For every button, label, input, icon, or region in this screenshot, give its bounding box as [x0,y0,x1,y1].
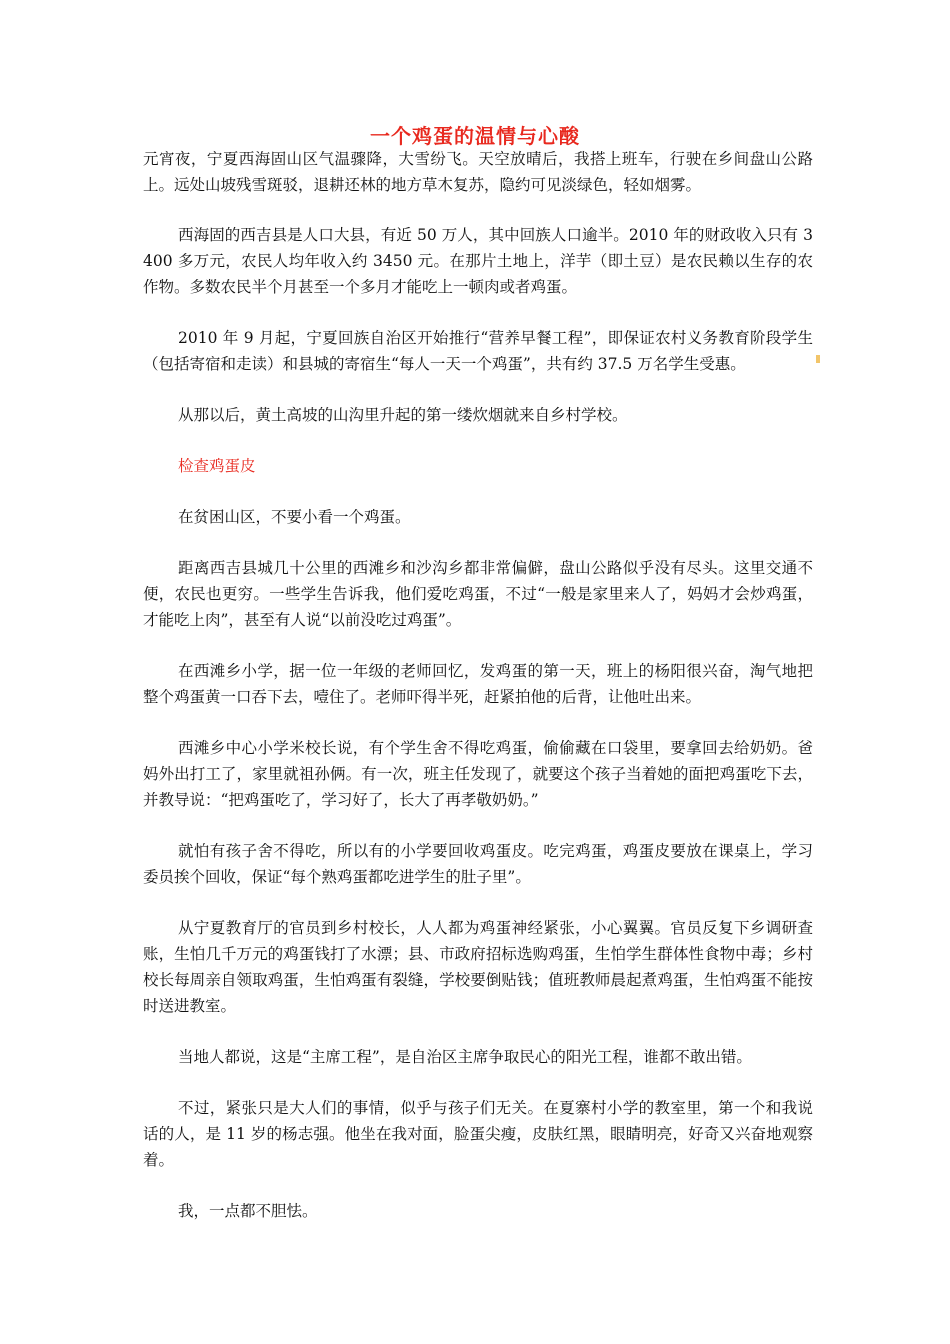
highlight-mark [816,355,820,363]
section-paragraph-2: 距离西吉县城几十公里的西滩乡和沙沟乡都非常偏僻，盘山公路似乎没有尽头。这里交通不便，农民也更穷。一些学生告诉我，他们爱吃鸡蛋，不过“一般是家里来人了，妈妈才会炒鸡蛋，才能吃上肉”，甚至有人说“以前没吃过鸡蛋”。 [143,559,813,629]
section-paragraph-6: 从宁夏教育厅的官员到乡村校长，人人都为鸡蛋神经紧张，小心翼翼。官员反复下乡调研查账，生怕几千万元的鸡蛋钱打了水漂；县、市政府招标选购鸡蛋，生怕学生群体性食物中毒；乡村校长每周亲自领取鸡蛋，生怕鸡蛋有裂缝，学校要倒贴钱；值班教师晨起煮鸡蛋，生怕鸡蛋不能按时送进教室。 [143,919,813,1015]
section-paragraph-1: 在贫困山区，不要小看一个鸡蛋。 [178,508,411,526]
document-body [143,146,813,1249]
paragraph-2: 西海固的西吉县是人口大县，有近 50 万人，其中回族人口逾半。2010 年的财政收入只有 3400 多万元，农民人均年收入约 3450 元。在那片土地上，洋芋（即土豆）是农民赖以生存的农作物。多数农民半个月甚至一个多月才能吃上一顿肉或者鸡蛋。 [143,226,813,296]
paragraph-1: 元宵夜，宁夏西海固山区气温骤降，大雪纷飞。天空放晴后，我搭上班车，行驶在乡间盘山公路上。远处山坡残雪斑驳，退耕还林的地方草木复苏，隐约可见淡绿色，轻如烟雾。 [143,150,813,194]
section-paragraph-3: 在西滩乡小学，据一位一年级的老师回忆，发鸡蛋的第一天，班上的杨阳很兴奋，淘气地把整个鸡蛋黄一口吞下去，噎住了。老师吓得半死，赶紧拍他的后背，让他吐出来。 [143,662,813,706]
section-paragraph-9: 我，一点都不胆怯。 [178,1202,318,1220]
section-paragraph-7: 当地人都说，这是“主席工程”，是自治区主席争取民心的阳光工程，谁都不敢出错。 [178,1048,752,1066]
section-paragraph-4: 西滩乡中心小学米校长说，有个学生舍不得吃鸡蛋，偷偷藏在口袋里，要拿回去给奶奶。爸妈外出打工了，家里就祖孙俩。有一次，班主任发现了，就要这个孩子当着她的面把鸡蛋吃下去，并教导说：“把鸡蛋吃了，学习好了，长大了再孝敬奶奶。” [143,739,813,809]
paragraph-4: 从那以后，黄土高坡的山沟里升起的第一缕炊烟就来自乡村学校。 [178,406,628,424]
paragraph-3: 2010 年 9 月起，宁夏回族自治区开始推行“营养早餐工程”，即保证农村义务教育阶段学生（包括寄宿和走读）和县城的寄宿生“每人一天一个鸡蛋”，共有约 37.5 万名学生受惠。 [143,329,813,373]
section-heading: 检查鸡蛋皮 [178,457,256,475]
document-title: 一个鸡蛋的温情与心酸 [370,124,580,148]
section-paragraph-5: 就怕有孩子舍不得吃，所以有的小学要回收鸡蛋皮。吃完鸡蛋，鸡蛋皮要放在课桌上，学习委员挨个回收，保证“每个熟鸡蛋都吃进学生的肚子里”。 [143,842,813,886]
section-paragraph-8: 不过，紧张只是大人们的事情，似乎与孩子们无关。在夏寨村小学的教室里，第一个和我说话的人，是 11 岁的杨志强。他坐在我对面，脸蛋尖瘦，皮肤红黑，眼睛明亮，好奇又兴奋地观察着。 [143,1099,813,1169]
